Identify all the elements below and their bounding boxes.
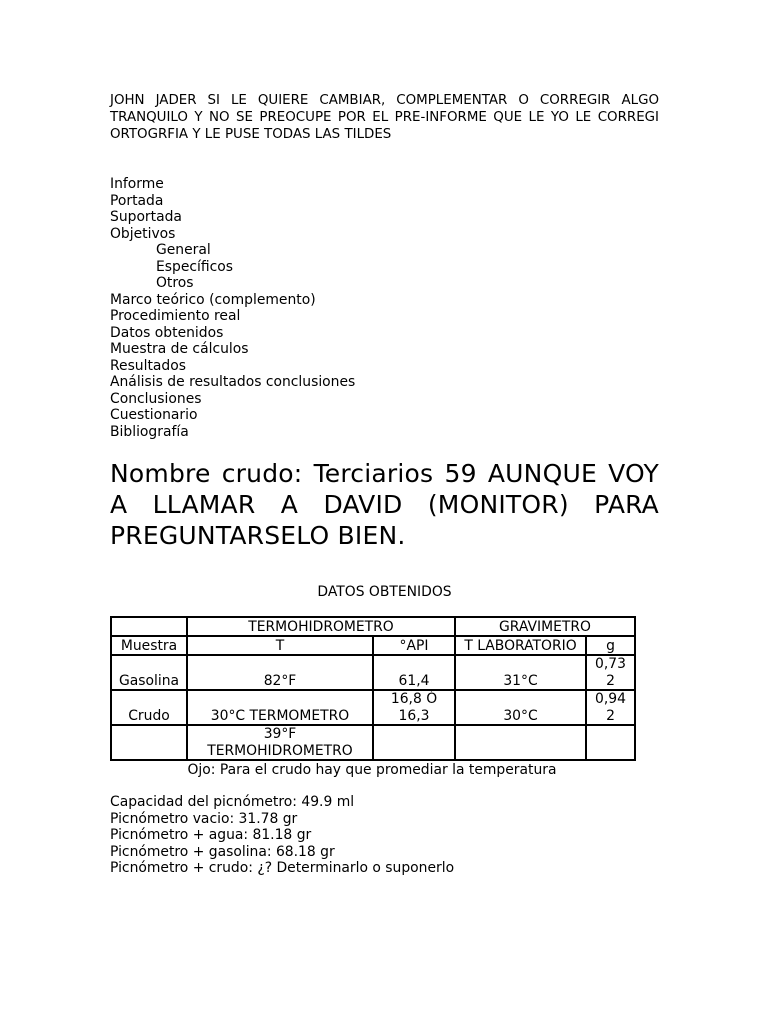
cell-g: 0,73 2 (586, 655, 635, 690)
table-cell-empty (111, 617, 187, 636)
cell-t: 39°F TERMOHIDROMETRO (187, 725, 373, 760)
measure-capacidad: Capacidad del picnómetro: 49.9 ml (110, 794, 355, 810)
cell-api (373, 725, 455, 760)
cell-api: 16,8 Ó 16,3 (373, 690, 455, 725)
outline-subitem-especificos: Específicos (156, 258, 233, 275)
table-header-row (111, 636, 635, 655)
col-header-api: °API (373, 636, 455, 655)
outline-subitem-otros: Otros (156, 275, 194, 291)
outline-item-analisis: Análisis de resultados conclusiones (110, 374, 356, 390)
col-header-t: T (187, 636, 373, 655)
col-header-t-laboratorio: T LABORATORIO (455, 636, 586, 655)
table-row (111, 690, 635, 725)
cell-g (586, 725, 635, 760)
pycnometer-measurements (110, 794, 659, 877)
measure-vacio: Picnómetro vacio: 31.78 gr (110, 810, 298, 827)
measure-agua: Picnómetro + agua: 81.18 gr (110, 827, 312, 843)
crude-name-heading: Nombre crudo: Terciarios 59 AUNQUE VOY A LLAMAR A DAVID (MONITOR) PARA PREGUNTARSELO BIEN. (110, 459, 659, 550)
outline-item-datos: Datos obtenidos (110, 324, 224, 341)
outline-item-marco: Marco teórico (complemento) (110, 291, 316, 308)
outline-item-conclusiones: Conclusiones (110, 390, 202, 407)
cell-api: 61,4 (373, 655, 455, 690)
cell-g: 0,94 2 (586, 690, 635, 725)
editor-note: JOHN JADER SI LE QUIERE CAMBIAR, COMPLEMENTAR O CORREGIR ALGO TRANQUILO Y NO SE PREOCUPE POR EL PRE-INFORME QUE LE YO LE CORREGI ORTOGRFIA Y LE PUSE TODAS LAS TILDES (110, 93, 659, 142)
cell-t-laboratorio (455, 725, 586, 760)
outline-item-cuestionario: Cuestionario (110, 407, 198, 423)
report-outline (110, 176, 659, 440)
outline-item-objetivos: Objetivos (110, 225, 176, 242)
table-row (111, 725, 635, 760)
measure-crudo: Picnómetro + crudo: ¿? Determinarlo o suponerlo (110, 860, 455, 876)
cell-t-laboratorio: 31°C (455, 655, 586, 690)
outline-item-bibliografia: Bibliografía (110, 423, 189, 440)
outline-item-informe: Informe (110, 176, 164, 192)
group-termohidrometro: TERMOHIDROMETRO (187, 617, 455, 636)
section-title: DATOS OBTENIDOS (317, 584, 452, 600)
outline-subitem-general: General (156, 242, 211, 258)
col-header-g: g (586, 636, 635, 655)
cell-t: 30°C TERMOMETRO (187, 690, 373, 725)
data-table (110, 616, 636, 761)
outline-item-portada: Portada (110, 192, 164, 209)
table-group-header-row (111, 617, 635, 636)
cell-t: 82°F (187, 655, 373, 690)
document-body (110, 92, 659, 877)
outline-item-muestra: Muestra de cálculos (110, 341, 249, 357)
cell-muestra: Gasolina (111, 655, 187, 690)
cell-t-laboratorio: 30°C (455, 690, 586, 725)
table-row (111, 655, 635, 690)
group-gravimetro: GRAVIMETRO (455, 617, 635, 636)
table-note: Ojo: Para el crudo hay que promediar la temperatura (187, 762, 557, 778)
outline-item-resultados: Resultados (110, 357, 186, 374)
cell-muestra (111, 725, 187, 760)
cell-muestra: Crudo (111, 690, 187, 725)
outline-item-suportada: Suportada (110, 209, 182, 225)
outline-item-procedimiento: Procedimiento real (110, 308, 241, 324)
measure-gasolina: Picnómetro + gasolina: 68.18 gr (110, 843, 335, 860)
col-header-muestra: Muestra (111, 636, 187, 655)
